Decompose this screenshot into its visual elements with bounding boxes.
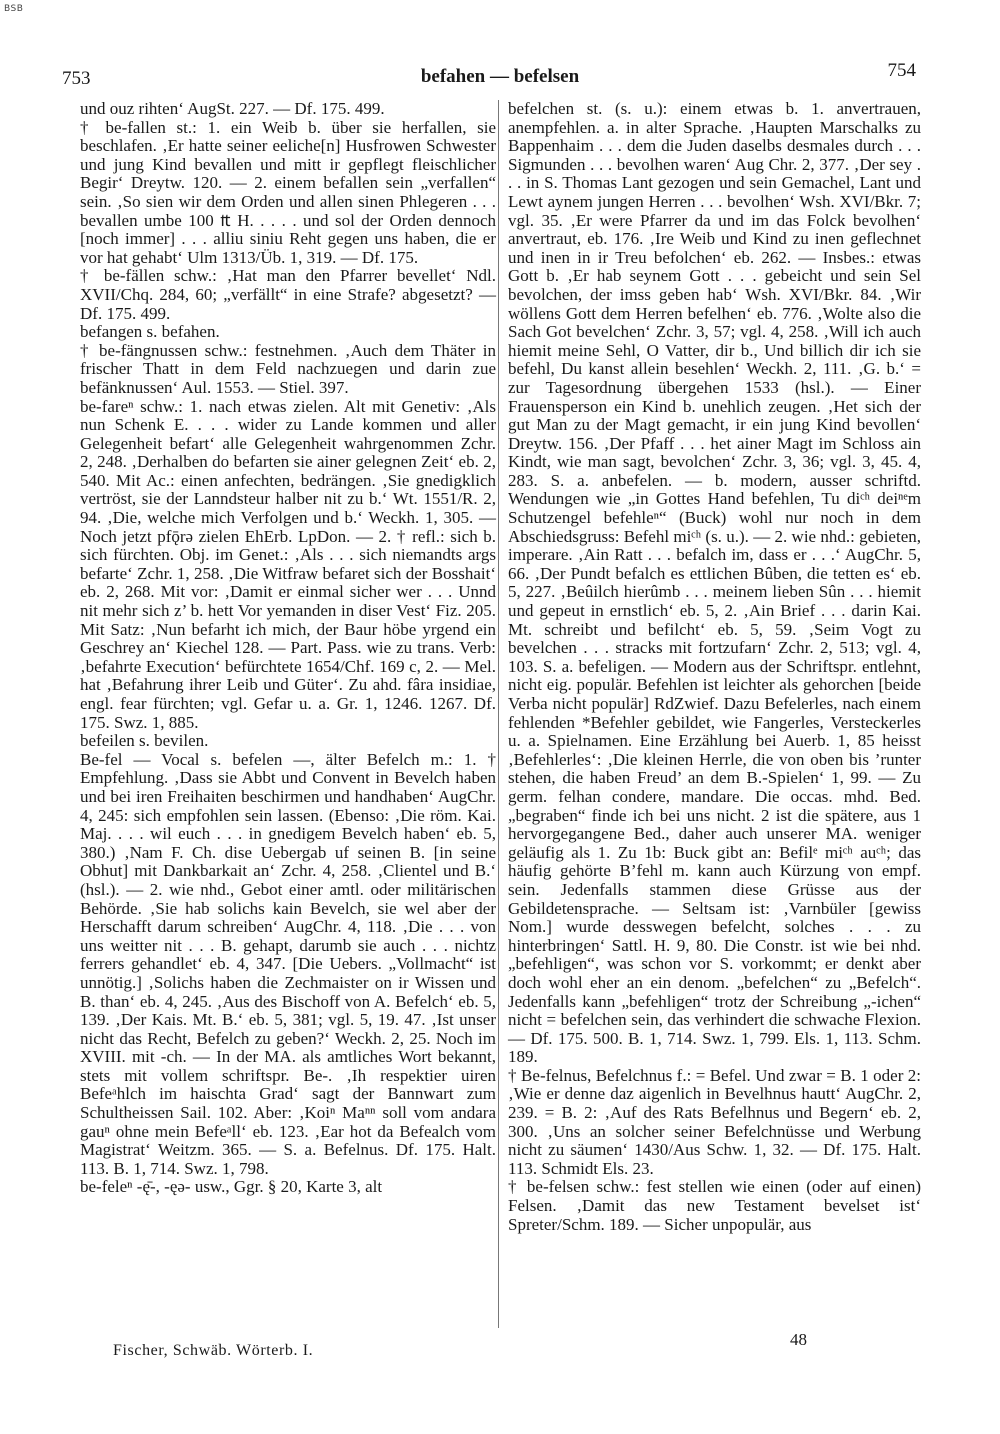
entry: befelchen st. (s. u.): einem etwas b. 1. anvertrauen, anempfehlen. a. in alter Sprache. ‚Haupten Marschalks zu Bappenhaim . . . dem die Juden daselbs desmales durch . . . Sigmunden . . . bevolhen waren‘ Aug Chr. 2, 377. ‚Der sey . . . in S. Thomas Lant gezogen und sein Gemachel, Lant und Lewt aynem jungen Herren . . . bevolhen‘ Wsh. XVI/Bkr. 7; vgl. 35. ‚Er were Pfarrer da und im das Folck bevolhen‘ anvertraut, eb. 176. ‚Ire Weib und Kind zu inen geflechnet und inen in ir Treu befolchen‘ eb. 262. — Insbes.: etwas Gott b. ‚Er hab seynem Gott . . . gebeicht und sein Sel bevolchen, der imss geben hab‘ Wsh. XVI/Bkr. 84. ‚Wir wöllens Gott dem Herren befelhen‘ eb. 776. ‚Wolte also die Sach Got bevelchen‘ Zchr. 3, 57; vgl. 4, 258. ‚Will ich auch hiemit meine Sehl, O Vatter, dir b., Und billich dir ich sie befehl, Du kanst allein besehlen‘ Weckh. 2, 111. ‚G. b.‘ = zur Tagesordnung übergehen 1533 (hsl.). — Einer Frauensperson ein Kind b. unehlich zeugen. ‚Het sich der gut Man zu der Magt gemacht, ir ein jung Kind bevollen‘ Dreytw. 156. ‚Der Pfaff . . . het ainer Magt im Schloss ain Kindt, wie man sagt, bevolchen‘ Zchr. 3, 36; vgl. 3, 45. 4, 283. S. a. anbefelen. — b. modern, ausser schriftd. Wendungen wie „in Gottes Hand befehlen, Tu diᶜʰ deiⁿᵉm Schutzengel befehleⁿ“ (Buck) wohl nur noch in dem Abschiedsgruss: Befehl miᶜʰ (s. u.). — 2. wie nhd.: gebieten, imperare. ‚Ain Ratt . . . befalch im, dass er . . .‘ AugChr. 5, 66. ‚Der Pundt befalch es ettlichen Bûben, die tetten es‘ eb. 5, 227. ‚Beûilch hierûmb . . . meinem lieben Sûn . . . hiemit und gepeut in ernstlich‘ eb. 5, 2. ‚Ain Brief . . . darin Kai. Mt. schreibt und befilcht‘ eb. 5, 59. ‚Seim Vogt zu bevelchen . . . stracks mit fortzufarn‘ Zchr. 2, 513; vgl. 4, 103. S. a. befeligen. — Modern aus der Schriftspr. entlehnt, nicht eig. populär. Befehlen ist leichter als gehorchen [beide Verba nicht populär] RdZwief. Dazu Befelerles, nach einem fehlenden *Befehler gebildet, wie Fangerles, Versteckerles u. a. Spielnamen. Eine Erzählung bei Auerb. 1, 85 heisst ‚Befehlerles‘: ‚Die kleinen Herrle, die von oben bis ’runter stehen, die haben Freud’ an dem B.-Spielen‘ 1, 99. — Zu germ. felhan condere, mandare. Die occas. mhd. Bed. „begraben“ finde ich bei uns nicht. 2 ist die spätere, aus 1 hervorgegangene Bed., daher auch unserer MA. weniger geläufig als 1. Zu 1b: Buck gibt an: Befilᵉ miᶜʰ auᶜʰ; das häufig gehörte B’fehl m. kann auch Kürzung von empf. sein. Jedenfalls stammen diese Grüsse aus der Gebildetensprache. — Seltsam ist: ‚Varnbüler [gewiss Nom.] wurde desswegen befelcht, solches . . . zu hinterbringen‘ Sattl. H. 9, 80. Die Constr. ist wie bei nhd. „befehligen“, was schon vor S. vorkommt; er denkt aber doch wohl eher an ein denom. „befelchen“ zu „Befelch“. Jedenfalls kann „befehligen“ trotz der Schreibung „-ichen“ nicht = befelchen sein, das verhindert die schwache Flexion. — Df. 175. 500. B. 1, 714. Swz. 1, 799. Els. 1, 113. Schm. 189.	[508, 99, 921, 1067]
sheet-number: 48	[790, 1330, 807, 1349]
column-rule	[498, 100, 499, 1328]
running-title: befahen — befelsen	[420, 66, 580, 87]
page-header	[0, 60, 1000, 90]
entry: † be-fängnussen schw.: festnehmen. ‚Auch dem Thäter in frischer Thatt in dem Feld nachzuegen und darin zue befänknussen‘ Aul. 1553. — Stiel. 397.	[80, 340, 496, 397]
entry: be-fareⁿ schw.: 1. nach etwas zielen. Alt mit Genetiv: ‚Als nun Schenk E. . . . wider zu Lande kommen und aller Gelegenheit befart‘ alle Gelegenheit wahrgenommen Zchr. 2, 248. ‚Derhalben do befarten sie ainer gelegnen Zeit‘ eb. 2, 540. Mit Ac.: einen anfechten, bedrängen. ‚Sie gnedigklich vertröst, sie der Lanndsteur halber nit zu b.‘ Wt. 1551/R. 2, 94. ‚Die, welche mich Verfolgen und b.‘ Weckh. 1, 305. — Noch jetzt pfǭrə zielen EhErb. LpDon. — 2. † refl.: sich b. sich fürchten. Obj. im Genet.: ‚Als . . . sich niemandts args befarte‘ Zchr. 1, 258. ‚Die Witfraw befaret sich der Bosshait‘ eb. 2, 268. Mit vor: ‚Damit er einmal sicher wer . . . Unnd nit mehr sich z’ b. hett Vor yemanden in diser Vest‘ Fiz. 205. Mit Satz: ‚Nun befarht ich mich, der Baur höbe yrgend ein Geschrey an‘ Kiechel 128. — Part. Pass. wie zu trans. Verb: ‚befahrte Execution‘ befürchtete 1654/Chf. 169 c, 2. — Mel. hat ‚Befahrung ihrer Leib und Güter‘. Zu ahd. fâra insidiae, engl. fear fürchten; vgl. Gefar u. a. Gr. 1, 1246. 1267. Df. 175. Swz. 1, 885.	[80, 396, 496, 732]
left-column	[80, 100, 496, 1197]
entry: befeilen s. bevilen.	[80, 731, 209, 751]
entry: und ouz rihten‘ AugSt. 227. — Df. 175. 499.	[80, 99, 385, 118]
right-column	[508, 100, 921, 1234]
library-stamp: BSB	[4, 4, 24, 14]
footer-signature: Fischer, Schwäb. Wörterb. I.	[113, 1342, 314, 1359]
entry: † be-fällen schw.: ‚Hat man den Pfarrer bevellet‘ Ndl. XVII/Chq. 284, 60; „verfällt“ in eine Strafe? abgesetzt? — Df. 175. 499.	[80, 266, 496, 323]
page-number-right: 754	[887, 60, 916, 81]
entry: Be-fel — Vocal s. befelen —, älter Befelch m.: 1. † Empfehlung. ‚Dass sie Abbt und Convent in Bevelch haben und bei iren Freihaiten beschirmen und handhaben‘ AugChr. 4, 245: sich empfohlen sein lassen. (Ebenso: ‚Die röm. Kai. Maj. . . . wil euch . . . in gnedigem Bevelch haben‘ eb. 5, 380.) ‚Nam F. Ch. dise Uebergab uf seinen B. [in seine Obhut] mit Dankbarkait an‘ Zchr. 4, 258. ‚Clientel und B.‘ (hsl.). — 2. wie nhd., Gebot einer amtl. oder militärischen Behörde. ‚Sie hab solichs kain Bevelch, sie wel aber der Herschafft darum schreiben‘ AugChr. 4, 118. ‚Die . . . von uns weitter nit . . . B. gehapt, darumb sie auch . . . nichtz ferrers gehandlet‘ eb. 4, 347. [Die Uebers. „Vollmacht“ ist unnötig.] ‚Solichs haben die Zechmaister on ir Wissen und B. than‘ eb. 4, 245. ‚Aus des Bischoff von A. Befelch‘ eb. 5, 139. ‚Der Kais. Mt. B.‘ eb. 5, 381; vgl. 5, 19. 47. ‚Ist unser nicht das Recht, Befelch zu geben?‘ Weckh. 2, 25. Noch im XVIII. mit -ch. — In der MA. als amtliches Wort bekannt, stets mit vollem schriftspr. Be-. ‚Ih respektier uiren Befeᵃhlch im haischta Grad‘ sagt der Bannwart zum Schultheissen Sail. 102. Aber: ‚Koiⁿ Maⁿⁿ soll vom andara gauⁿ ohne mein Befeᵃll‘ eb. 123. ‚Ear hot da Befealch vom Magistrat‘ Weitzm. 365. — S. a. Befelnus. Df. 175. Halt. 113. B. 1, 714. Swz. 1, 798.	[80, 749, 496, 1178]
entry: befangen s. befahen.	[80, 322, 220, 342]
entry: † Be-felnus, Befelchnus f.: = Befel. Und zwar = B. 1 oder 2: ‚Wie er denne daz aigenlich in Bevelhnus hautt‘ AugChr. 2, 239. = B. 2: ‚Auf des Rats Befelhnus und Begern‘ eb. 2, 300. ‚Uns an solcher seiner Befelchnüsse und Werbung nicht zu säumen‘ 1430/Aus Schw. 1, 32. — Df. 175. Halt. 113. Schmidt Els. 23.	[508, 1065, 921, 1178]
entry: be-feleⁿ -ę̄-, -ęə- usw., Ggr. § 20, Karte 3, alt	[80, 1177, 383, 1197]
page-number-left: 753	[62, 68, 91, 89]
entry: † be-felsen schw.: fest stellen wie einen (oder auf einen) Felsen. ‚Damit das new Testament bevelset ist‘ Spreter/Schm. 189. — Sicher unpopulär, aus	[508, 1177, 921, 1234]
entry: † be-fallen st.: 1. ein Weib b. über sie herfallen, sie beschlafen. ‚Er hatte seiner eeliche[n] Husfrowen Schwester und jung Kind bevallen und mitt ir gepflegt fleischlicher Begir‘ Dreytw. 120. — 2. einem befallen sein „verfallen“ sein. ‚So sien wir dem Orden und allen sinen Phlegeren . . . bevallen umbe 100 ₶ H. . . . . und sol der Orden dennoch [noch immer] . . . alliu siniu Reht gegen uns haben, die er vor hat gehabt‘ Ulm 1313/Üb. 1, 319. — Df. 175.	[80, 117, 496, 267]
